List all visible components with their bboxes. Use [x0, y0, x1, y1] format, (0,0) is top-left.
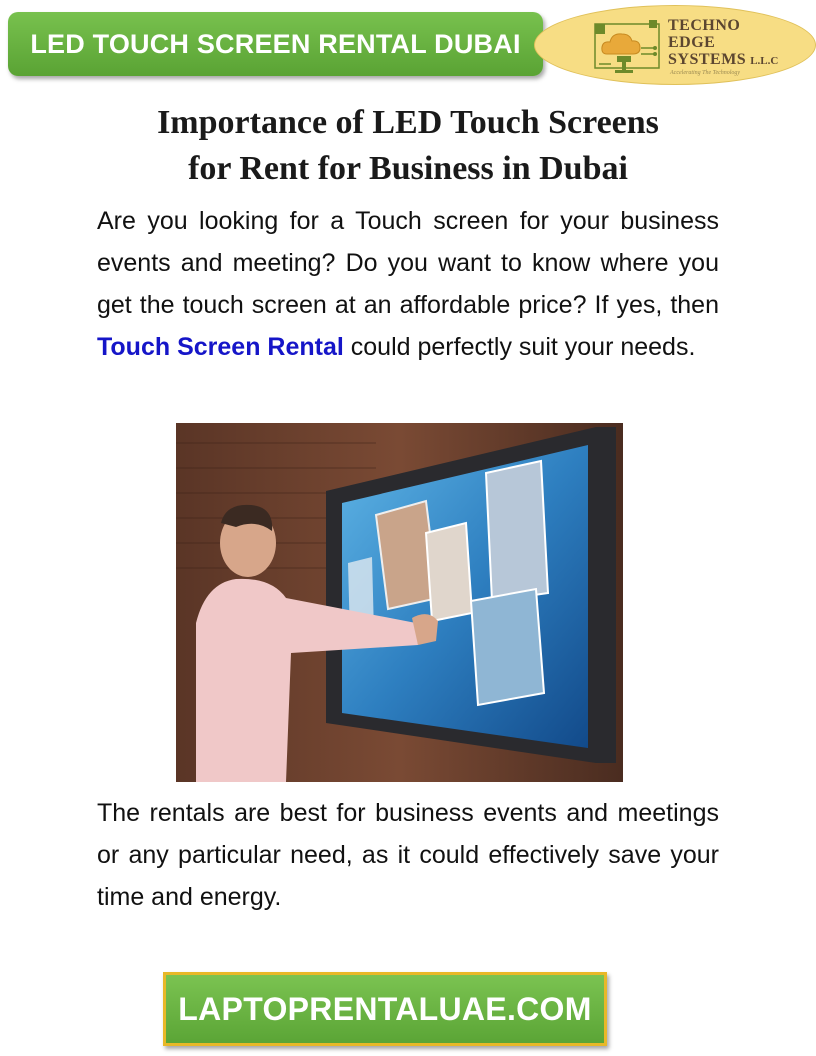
intro-paragraph	[97, 200, 719, 368]
page-title	[60, 100, 756, 192]
touch-screen-rental-link[interactable]: Touch Screen Rental	[97, 333, 344, 361]
intro-text-after-link: could perfectly suit your needs.	[343, 333, 696, 361]
logo-line-systems: SYSTEMS	[668, 51, 747, 68]
website-link-label: LAPTOPRENTALUAE.COM	[178, 990, 592, 1027]
header-banner-text: LED TOUCH SCREEN RENTAL DUBAI	[30, 28, 521, 59]
page-title-line-1: Importance of LED Touch Screens	[157, 104, 659, 141]
header-banner	[8, 12, 543, 76]
benefits-paragraph: The rentals are best for business events and meetings or any particular need, as it could effectively save your time and energy.	[97, 799, 719, 911]
logo-line-edge: EDGE	[668, 34, 716, 51]
company-logo[interactable]	[534, 5, 816, 85]
logo-line-techno: TECHNO	[668, 17, 741, 34]
touch-screen-photo-illustration	[176, 423, 623, 782]
logo-text	[668, 17, 778, 77]
touch-screen-photo	[176, 423, 623, 782]
cloud-computer-emblem-icon	[593, 18, 663, 78]
logo-tagline: Accelerating The Technology	[670, 70, 741, 76]
intro-text-before-link: Are you looking for a Touch screen for your business events and meeting? Do you want to know where you get the touch screen at an affordable price? If yes, then	[97, 207, 719, 319]
logo-line-llc: L.L.C	[750, 55, 779, 67]
page-title-line-2: for Rent for Business in Dubai	[188, 150, 628, 187]
website-link-button[interactable]	[163, 972, 607, 1046]
